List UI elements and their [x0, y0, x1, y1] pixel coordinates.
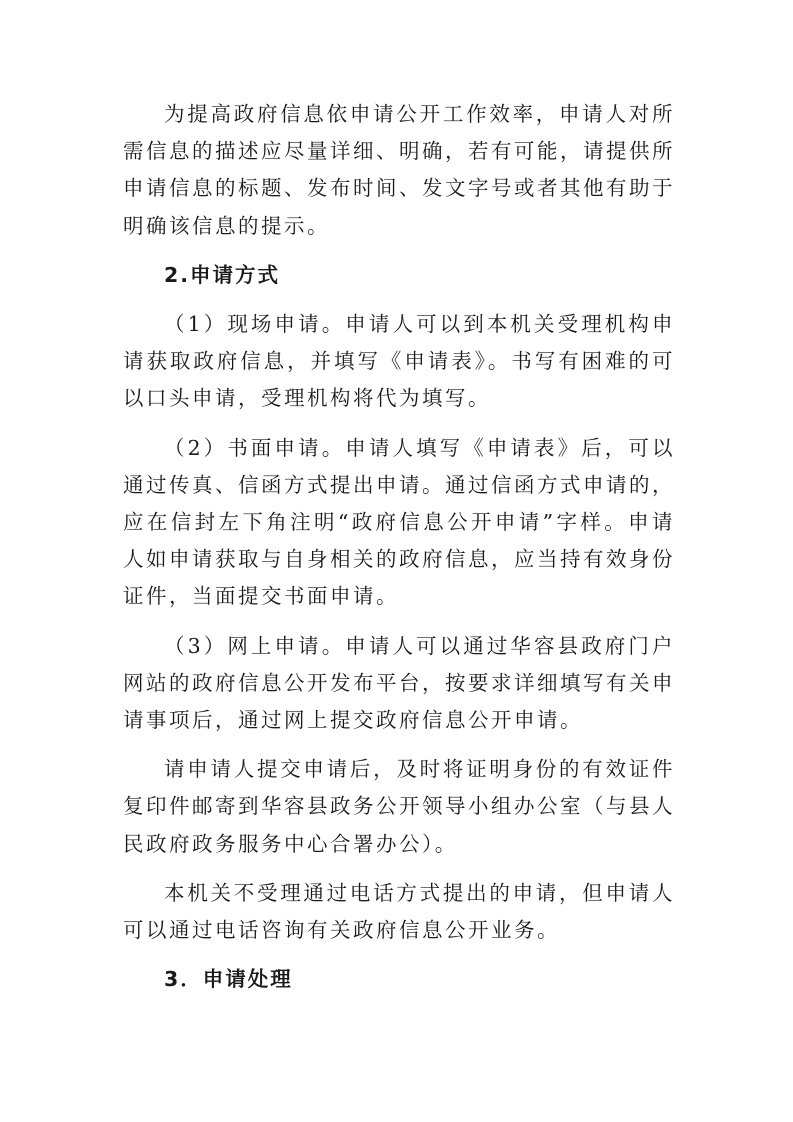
paragraph-written-application: （2）书面申请。申请人填写《申请表》后，可以通过传真、信函方式提出申请。通过信函方式申请的，应在信封左下角注明“政府信息公开申请”字样。申请人如申请获取与自身相关的政府信息，应当持有效身份证件，当面提交书面申请。	[123, 435, 675, 609]
paragraph-phone-not-accepted: 本机关不受理通过电话方式提出的申请，但申请人可以通过电话咨询有关政府信息公开业务。	[123, 880, 675, 943]
spacer	[123, 863, 675, 875]
spacer	[123, 294, 675, 306]
spacer	[123, 949, 675, 961]
paragraph-onsite-application: （1）现场申请。申请人可以到本机关受理机构申请获取政府信息，并填写《申请表》。书写有困难的可以口头申请，受理机构将代为填写。	[123, 312, 675, 411]
spacer	[123, 245, 675, 257]
paragraph-online-application: （3）网上申请。申请人可以通过华容县政府门户网站的政府信息公开发布平台，按要求详细填写有关申请事项后，通过网上提交政府信息公开申请。	[123, 633, 675, 733]
paragraph-submit-id-copy: 请申请人提交申请后，及时将证明身份的有效证件复印件邮寄到华容县政务公开领导小组办公室（与县人民政府政务服务中心合署办公）。	[123, 757, 675, 856]
heading-application-methods: 2.申请方式	[164, 262, 281, 287]
heading-application-processing: 3．申请处理	[164, 967, 293, 992]
paragraph-request-description: 为提高政府信息依申请公开工作效率，申请人对所需信息的描述应尽量详细、明确，若有可能，请提供所申请信息的标题、发布时间、发文字号或者其他有助于明确该信息的提示。	[123, 102, 675, 238]
spacer	[123, 739, 675, 751]
spacer	[123, 616, 675, 628]
spacer	[123, 418, 675, 430]
